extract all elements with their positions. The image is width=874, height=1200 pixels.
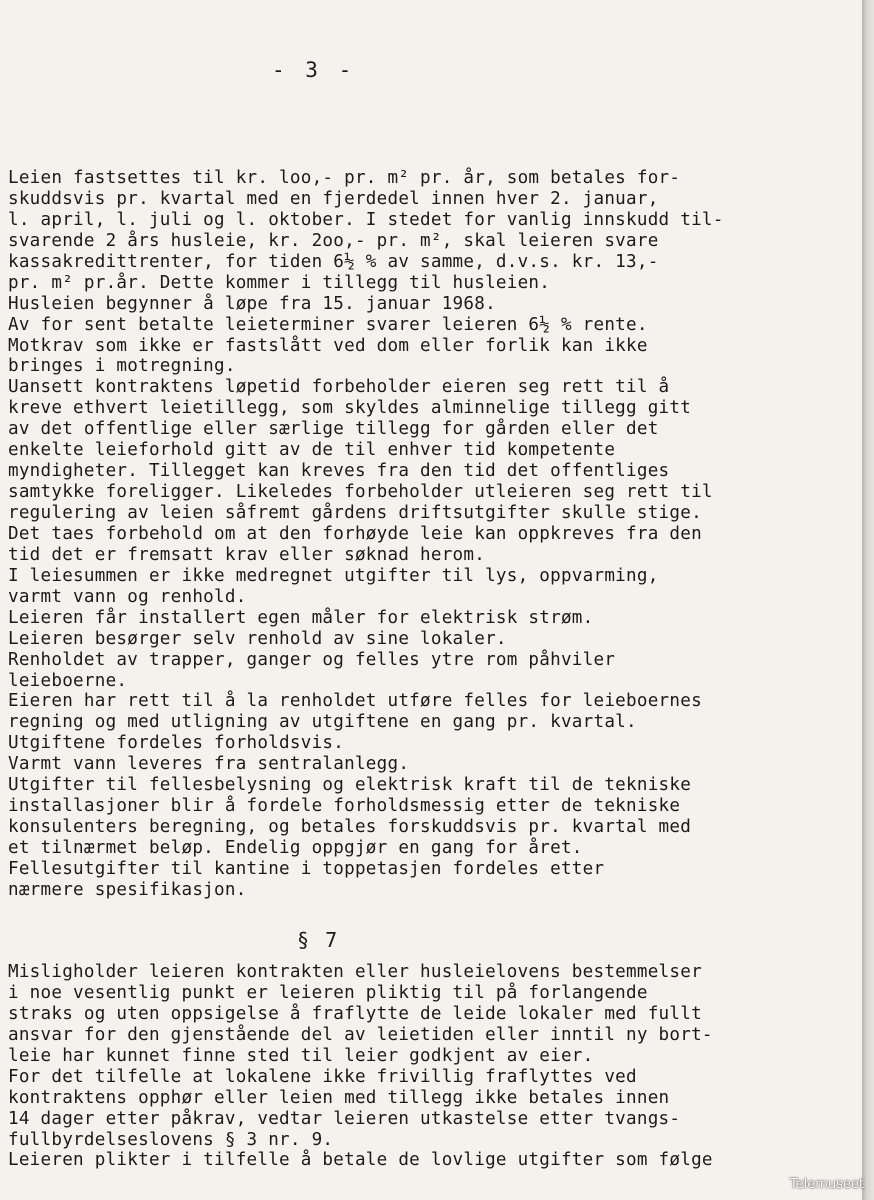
text-line: Leieren besørger selv renhold av sine lokaler.	[8, 628, 507, 649]
text-line: konsulenters beregning, og betales forskuddsvis pr. kvartal med	[8, 817, 692, 838]
text-line: For det tilfelle at lokalene ikke frivillig fraflyttes ved	[8, 1066, 637, 1087]
section-heading: § 7	[297, 928, 340, 952]
text-line: Utgifter til fellesbelysning og elektrisk kraft til de tekniske	[8, 775, 692, 796]
text-line: 14 dager etter påkrav, vedtar leieren utkastelse etter tvangs-	[8, 1108, 681, 1129]
text-line: straks og uten oppsigelse å fraflytte de leide lokaler med fullt	[8, 1003, 702, 1024]
text-line: Misligholder leieren kontrakten eller husleielovens bestemmelser	[8, 962, 702, 982]
text-line: kassakredittrenter, for tiden 6½ % av samme, d.v.s. kr. 13,-	[8, 251, 659, 272]
text-line: kreve ethvert leietillegg, som skyldes alminnelige tillegg gitt	[8, 398, 692, 419]
text-line: kontraktens opphør eller leien med tillegg ikke betales innen	[8, 1087, 670, 1108]
text-line: installasjoner blir å fordele forholdsmessig etter de tekniske	[8, 796, 681, 817]
text-line: Motkrav som ikke er fastslått ved dom eller forlik kan ikke	[8, 335, 648, 356]
rental-terms-text	[8, 168, 860, 901]
text-line: fullbyrdelseslovens § 3 nr. 9.	[8, 1129, 334, 1150]
text-line: et tilnærmet beløp. Endelig oppgjør en gang for året.	[8, 838, 583, 858]
text-line: Leien fastsettes til kr. loo,- pr. m² pr. år, som betales for-	[8, 168, 681, 188]
text-line: svarende 2 års husleie, kr. 2oo,- pr. m², skal leieren svare	[8, 230, 659, 251]
text-line: av det offentlige eller særlige tillegg for gården eller det	[8, 419, 659, 440]
text-line: i noe vesentlig punkt er leieren pliktig til på forlangende	[8, 982, 648, 1003]
text-line: varmt vann og renhold.	[8, 586, 247, 607]
text-line: tid det er fremsatt krav eller søknad herom.	[8, 544, 486, 565]
text-line: samtykke foreligger. Likeledes forbeholder utleieren seg rett til	[8, 482, 713, 503]
text-line: pr. m² pr.år. Dette kommer i tillegg til husleien.	[8, 272, 551, 293]
text-line: Husleien begynner å løpe fra 15. januar 1968.	[8, 293, 496, 314]
text-line: Utgiftene fordeles forholdsvis.	[8, 733, 345, 754]
text-line: skuddsvis pr. kvartal med en fjerdedel innen hver 2. januar,	[8, 188, 659, 209]
text-line: Det taes forbehold om at den forhøyde leie kan oppkreves fra den	[8, 523, 702, 544]
page-number: - 3 -	[272, 58, 356, 82]
text-line: Av for sent betalte leieterminer svarer leieren 6½ % rente.	[8, 314, 648, 335]
text-line: leieboerne.	[8, 670, 128, 691]
text-line: ansvar for den gjenstående del av leietiden eller inntil ny bort-	[8, 1024, 713, 1045]
text-line: leie har kunnet finne sted til leier godkjent av eier.	[8, 1045, 594, 1066]
text-line: regulering av leien såfremt gårdens driftsutgifter skulle stige.	[8, 503, 702, 523]
breach-terms-text	[8, 962, 860, 1171]
text-line: I leiesummen er ikke medregnet utgifter til lys, oppvarming,	[8, 565, 659, 586]
text-line: regning og med utligning av utgiftene en gang pr. kvartal.	[8, 712, 637, 733]
page-edge	[862, 0, 874, 1200]
text-line: Eieren har rett til å la renholdet utføre felles for leieboernes	[8, 691, 702, 712]
text-line: Uansett kontraktens løpetid forbeholder eieren seg rett til å	[8, 377, 670, 398]
text-line: Varmt vann leveres fra sentralanlegg.	[8, 754, 410, 775]
text-line: Leieren får installert egen måler for elektrisk strøm.	[8, 607, 594, 628]
text-line: Renholdet av trapper, ganger og felles ytre rom påhviler	[8, 649, 616, 670]
text-line: l. april, l. juli og l. oktober. I stedet for vanlig innskudd til-	[8, 209, 724, 230]
watermark: Telemuseet	[789, 1177, 864, 1192]
text-line: bringes i motregning.	[8, 356, 236, 377]
text-line: Fellesutgifter til kantine i toppetasjen fordeles etter	[8, 858, 605, 879]
text-line: Leieren plikter i tilfelle å betale de lovlige utgifter som følge	[8, 1150, 713, 1171]
text-line: nærmere spesifikasjon.	[8, 879, 247, 900]
text-line: enkelte leieforhold gitt av de til enhver tid kompetente	[8, 440, 616, 461]
text-line: myndigheter. Tillegget kan kreves fra den tid det offentliges	[8, 461, 670, 482]
